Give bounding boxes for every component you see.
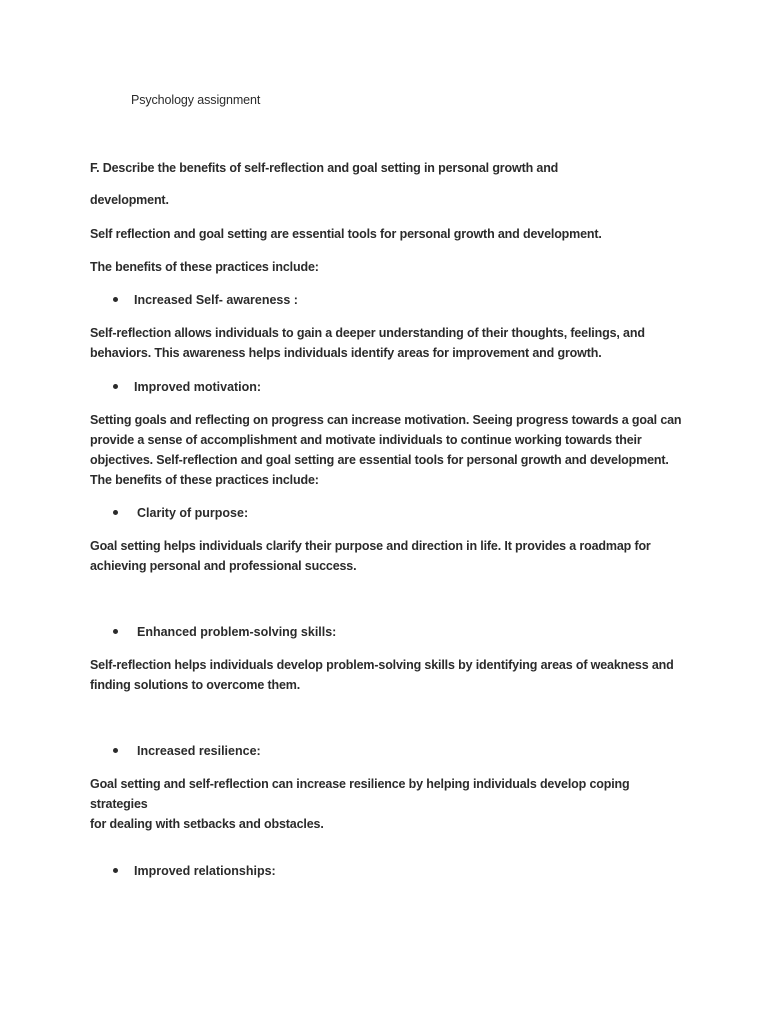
bullet-dot-icon	[113, 297, 118, 302]
bullet-label: Enhanced problem-solving skills:	[137, 625, 337, 639]
bullet-item	[113, 861, 276, 881]
bullet-dot-icon	[113, 748, 118, 753]
paragraph: Goal setting helps individuals clarify their purpose and direction in life. It provides a roadmap for achieving personal and professional success.	[90, 539, 651, 573]
bullet-dot-icon	[113, 384, 118, 389]
bullet-label: Clarity of purpose:	[137, 506, 249, 520]
paragraph: Self-reflection allows individuals to gain a deeper understanding of their thoughts, feelings, and behaviors. This awareness helps individuals identify areas for improvement and growth.	[90, 326, 645, 360]
bullet-dot-icon	[113, 868, 118, 873]
bullet-label: Improved relationships:	[134, 864, 276, 878]
document-title: Psychology assignment	[131, 93, 261, 107]
bullet-dot-icon	[113, 629, 118, 634]
bullet-item	[113, 377, 261, 397]
bullet-label: Increased Self- awareness :	[134, 293, 298, 307]
bullet-item	[113, 741, 261, 761]
question-line-1: F. Describe the benefits of self-reflection and goal setting in personal growth and	[90, 161, 559, 175]
paragraph: Goal setting and self-reflection can increase resilience by helping individuals develop coping strategies for dealing with setbacks and obstacles.	[90, 777, 630, 831]
intro-benefits-line: The benefits of these practices include:	[90, 260, 319, 274]
bullet-label: Increased resilience:	[137, 744, 261, 758]
bullet-item	[113, 622, 336, 642]
bullet-item	[113, 503, 248, 523]
paragraph: Self-reflection helps individuals develop problem-solving skills by identifying areas of weakness and finding solutions to overcome them.	[90, 658, 674, 692]
bullet-dot-icon	[113, 510, 118, 515]
question-line-2: development.	[90, 193, 169, 207]
paragraph: Setting goals and reflecting on progress can increase motivation. Seeing progress towards a goal can provide a sense of accomplishment and motivate individuals to continue working towards their objectives. Self-reflection and goal setting are essential tools for personal growth and development. The benefits of these practices include:	[90, 413, 682, 487]
intro-sentence: Self reflection and goal setting are essential tools for personal growth and development.	[90, 227, 602, 241]
bullet-label: Improved motivation:	[134, 380, 262, 394]
bullet-item	[113, 290, 298, 310]
